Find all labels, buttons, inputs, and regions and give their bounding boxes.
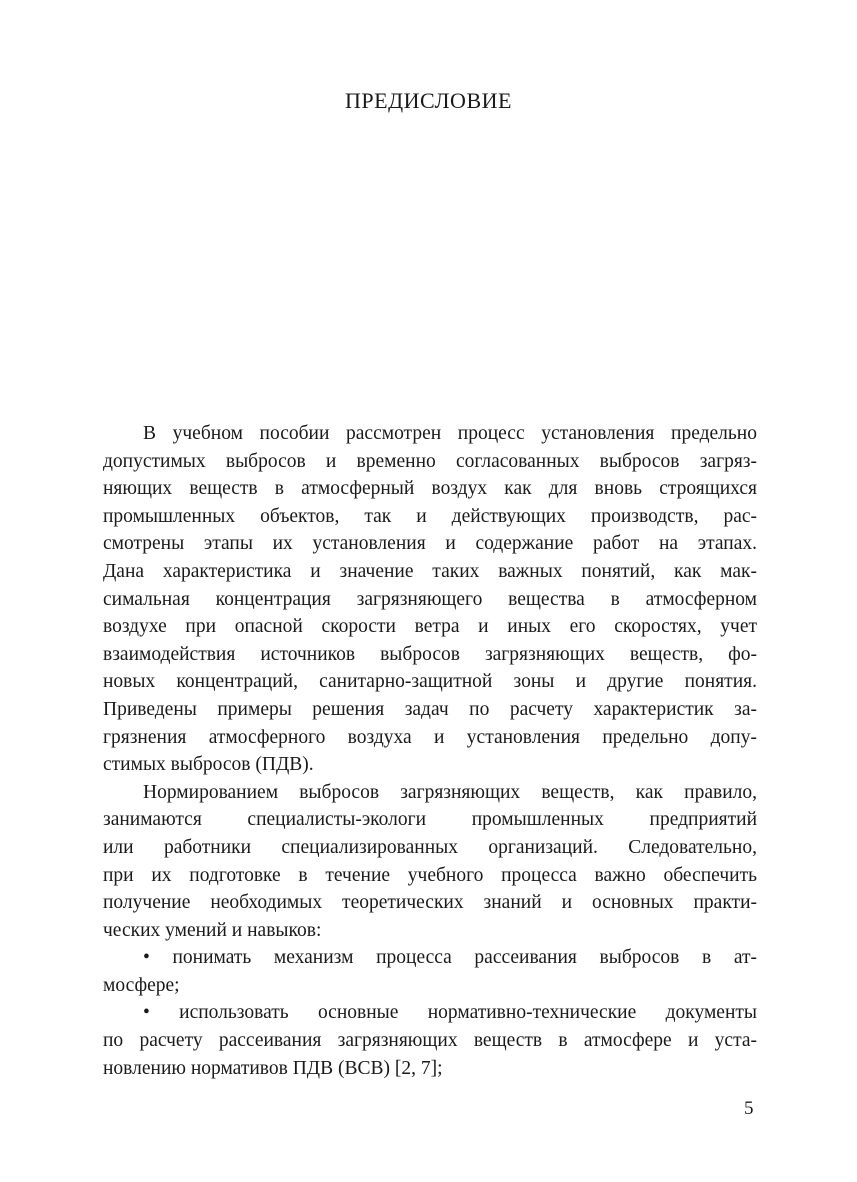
page-title: ПРЕДИСЛОВИЕ [345,88,512,113]
bullet-line: • понимать механизм процесса рассеивания выбросов в ат- [143,947,757,969]
body-text [103,420,757,1082]
text-line: Приведены примеры решения задач по расчету характеристик за- [103,698,757,720]
page-number: 5 [744,1098,754,1119]
text-line: Дана характеристика и значение таких важных понятий, как мак- [103,560,757,582]
text-line: или работники специализированных организаций. Следовательно, [103,836,757,858]
text-line: симальная концентрация загрязняющего вещества в атмосферном [103,588,757,610]
text-line: Нормированием выбросов загрязняющих веществ, как правило, [143,781,757,803]
text-line: новлению нормативов ПДВ (ВСВ) [2, 7]; [103,1057,443,1079]
text-line: при их подготовке в течение учебного процесса важно обеспечить [103,864,757,886]
text-line: промышленных объектов, так и действующих производств, рас- [103,505,757,527]
text-line: допустимых выбросов и временно согласованных выбросов загряз- [103,450,757,472]
text-line: стимых выбросов (ПДВ). [103,754,314,776]
text-line: мосфере; [103,974,180,996]
text-line: В учебном пособии рассмотрен процесс установления предельно [143,423,757,444]
text-line: грязнения атмосферного воздуха и установления предельно допу- [103,726,757,748]
text-line: воздухе при опасной скорости ветра и иных его скоростях, учет [103,616,757,638]
bullet-line: • использовать основные нормативно-технические документы [143,1002,757,1024]
text-line: смотрены этапы их установления и содержание работ на этапах. [103,533,757,555]
text-line: по расчету рассеивания загрязняющих веществ в атмосфере и уста- [103,1030,757,1052]
text-line: взаимодействия источников выбросов загрязняющих веществ, фо- [103,643,757,665]
text-line: получение необходимых теоретических знаний и основных практи- [103,892,757,914]
text-line: ческих умений и навыков: [103,919,322,941]
text-line: новых концентраций, санитарно-защитной зоны и другие понятия. [103,671,757,693]
text-line: няющих веществ в атмосферный воздух как для вновь строящихся [103,478,757,500]
text-line: занимаются специалисты-экологи промышленных предприятий [103,809,757,831]
